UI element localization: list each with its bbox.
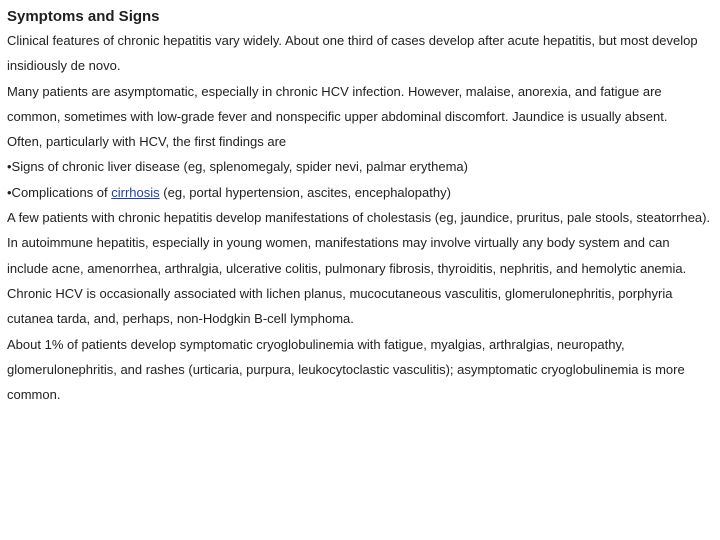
paragraph-cholestasis: A few patients with chronic hepatitis develop manifestations of cholestasis (eg, jaundice, pruritus, pale stools, steatorrhea).	[7, 210, 711, 226]
paragraph-hcv-associations: Chronic HCV is occasionally associated with lichen planus, mucocutaneous vasculitis, glomerulonephritis, porphyria cutanea tarda, and, perhaps, non-Hodgkin B-cell lymphoma.	[7, 285, 673, 327]
bullet-complications-cirrhosis	[7, 180, 712, 205]
paragraph-clinical-features: Clinical features of chronic hepatitis vary widely. About one third of cases develop after acute hepatitis, but most develop insidiously de novo.	[7, 33, 698, 74]
section-title: Symptoms and Signs	[7, 8, 160, 25]
paragraph-autoimmune: In autoimmune hepatitis, especially in young women, manifestations may involve virtually any body system and can include acne, amenorrhea, arthralgia, ulcerative colitis, pulmonary fibrosis, thyroiditis, nephritis, and hemolytic anemia.	[7, 235, 687, 276]
bullet-complications-suffix: (eg, portal hypertension, ascites, encephalopathy)	[159, 184, 451, 200]
paragraph-cryoglobulinemia: About 1% of patients develop symptomatic cryoglobulinemia with fatigue, myalgias, arthralgias, neuropathy, glomerulonephritis, and rashes (urticaria, purpura, leukocytoclastic vasculitis); asymptomatic cryoglobulinemia is more common.	[7, 336, 685, 403]
cirrhosis-link[interactable]: cirrhosis	[111, 184, 160, 200]
bullet-signs-liver-disease: •Signs of chronic liver disease (eg, splenomegaly, spider nevi, palmar erythema)	[7, 159, 468, 175]
paragraph-asymptomatic: Many patients are asymptomatic, especially in chronic HCV infection. However, malaise, anorexia, and fatigue are common, sometimes with low-grade fever and nonspecific upper abdominal discomfort. Jaundice is usually absent.	[7, 83, 668, 124]
bullet-complications-prefix: •Complications of	[7, 184, 112, 200]
paragraph-first-findings: Often, particularly with HCV, the first findings are	[7, 134, 287, 150]
